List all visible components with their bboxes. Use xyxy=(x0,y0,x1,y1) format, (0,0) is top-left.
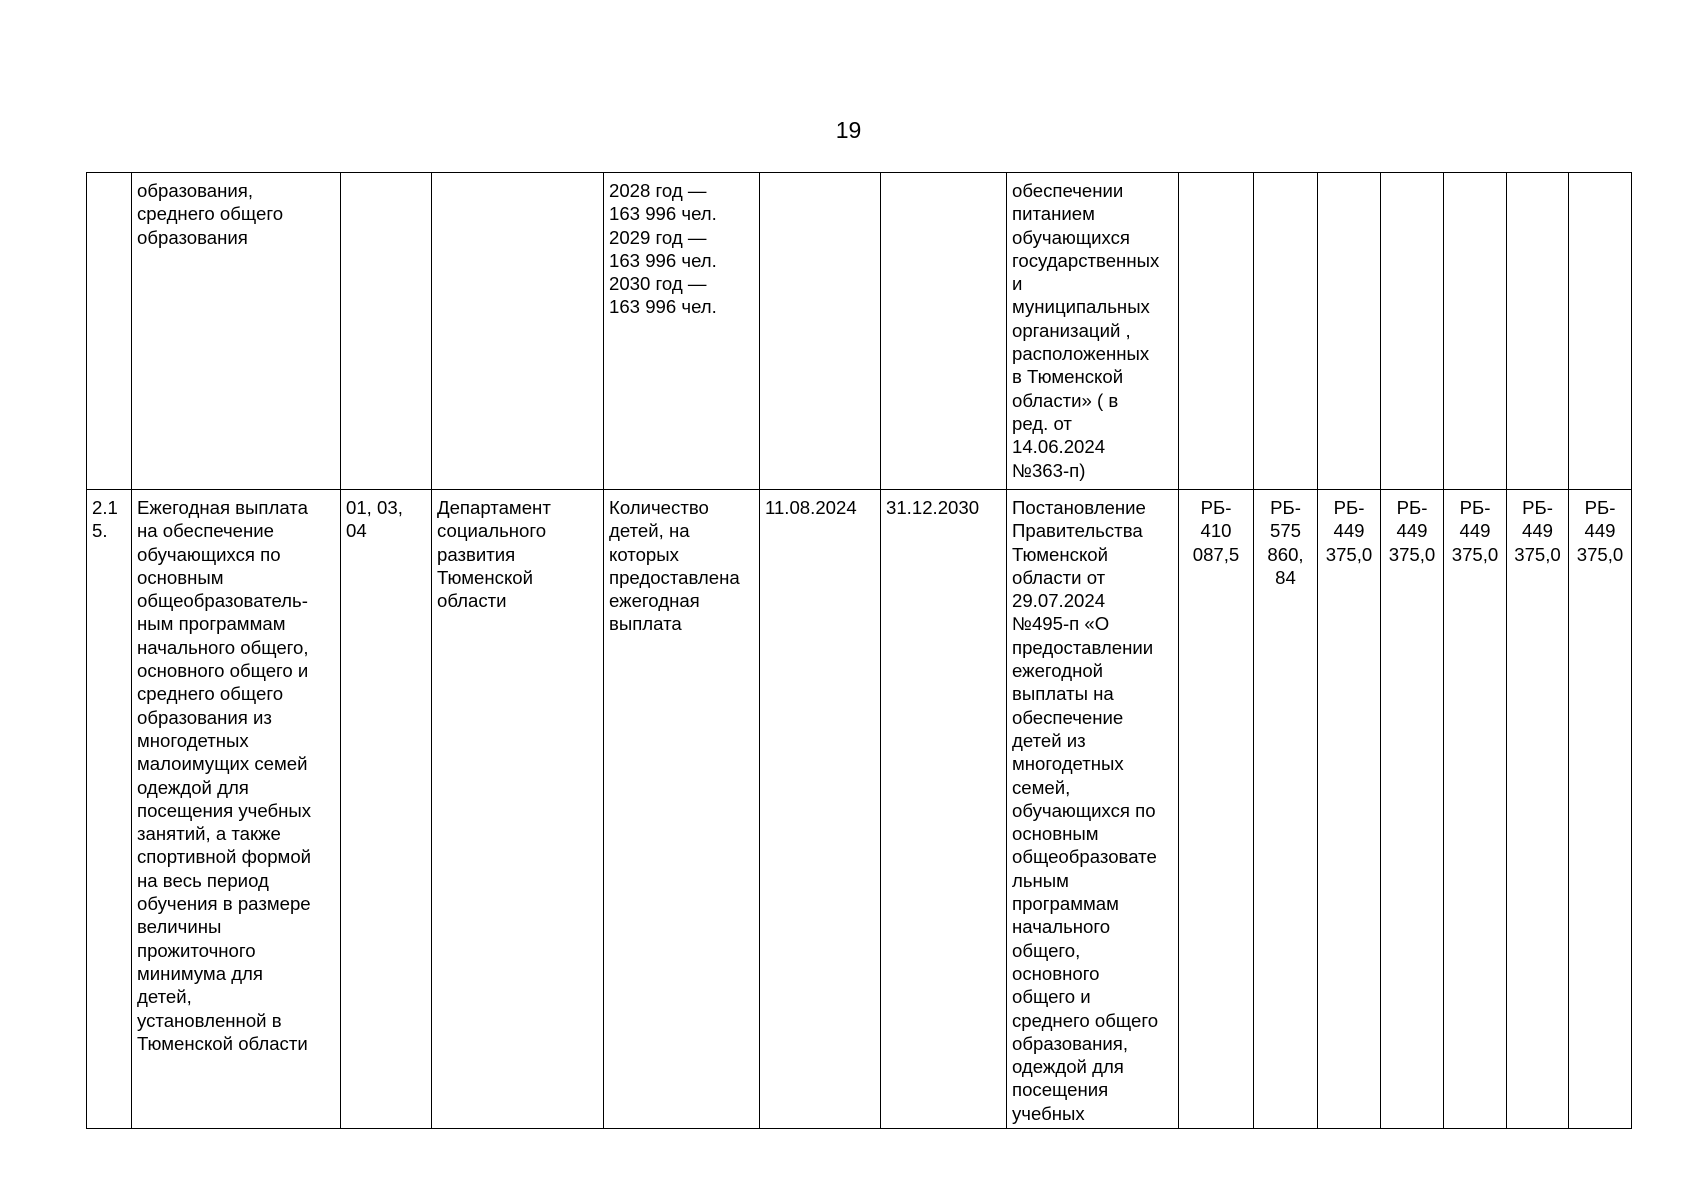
funding-cell xyxy=(1381,173,1444,490)
funding-cell: РБ- 449 375,0 xyxy=(1381,490,1444,1129)
table-row xyxy=(87,173,1632,490)
funding-cell xyxy=(1179,173,1254,490)
end-date-cell xyxy=(881,173,1007,490)
funding-cell xyxy=(1444,173,1507,490)
page-number: 19 xyxy=(835,117,862,143)
funding-cell: РБ- 449 375,0 xyxy=(1507,490,1569,1129)
start-date-cell: 11.08.2024 xyxy=(760,490,881,1129)
funding-cell: РБ- 449 375,0 xyxy=(1444,490,1507,1129)
funding-cell: РБ- 449 375,0 xyxy=(1569,490,1632,1129)
start-date-cell xyxy=(760,173,881,490)
funding-cell xyxy=(1507,173,1569,490)
funding-cell: РБ- 449 375,0 xyxy=(1318,490,1381,1129)
program-table xyxy=(86,172,1632,1129)
measure-name-cell: образования, среднего общего образования xyxy=(132,173,341,490)
legal-act-cell: Постановление Правительства Тюменской области от 29.07.2024 №495-п «О предоставлении ежегодной выплаты на обеспечение детей из многодетных семей, обучающихся по основным общеобразовате льным программам начального общего, основного общего и среднего общего образования, одеждой для посещения учебных xyxy=(1007,490,1179,1129)
table-row xyxy=(87,490,1632,1129)
funding-cell xyxy=(1318,173,1381,490)
row-number-cell xyxy=(87,173,132,490)
executor-cell: Департамент социального развития Тюменской области xyxy=(432,490,604,1129)
indicator-cell: 2028 год — 163 996 чел. 2029 год — 163 996 чел. 2030 год — 163 996 чел. xyxy=(604,173,760,490)
funding-cell xyxy=(1254,173,1318,490)
end-date-cell: 31.12.2030 xyxy=(881,490,1007,1129)
executor-cell xyxy=(432,173,604,490)
codes-cell: 01, 03, 04 xyxy=(341,490,432,1129)
codes-cell xyxy=(341,173,432,490)
row-number-cell: 2.1 5. xyxy=(87,490,132,1129)
funding-cell: РБ- 410 087,5 xyxy=(1179,490,1254,1129)
funding-cell xyxy=(1569,173,1632,490)
indicator-cell: Количество детей, на которых предоставлена ежегодная выплата xyxy=(604,490,760,1129)
funding-cell: РБ- 575 860, 84 xyxy=(1254,490,1318,1129)
legal-act-cell: обеспечении питанием обучающихся государственных и муниципальных организаций , расположенных в Тюменской области» ( в ред. от 14.06.2024 №363-п) xyxy=(1007,173,1179,490)
measure-name-cell: Ежегодная выплата на обеспечение обучающихся по основным общеобразователь- ным программам начального общего, основного общего и среднего общего образования из многодетных малоимущих семей одеждой для посещения учебных занятий, а также спортивной формой на весь период обучения в размере величины прожиточного минимума для детей, установленной в Тюменской области xyxy=(132,490,341,1129)
